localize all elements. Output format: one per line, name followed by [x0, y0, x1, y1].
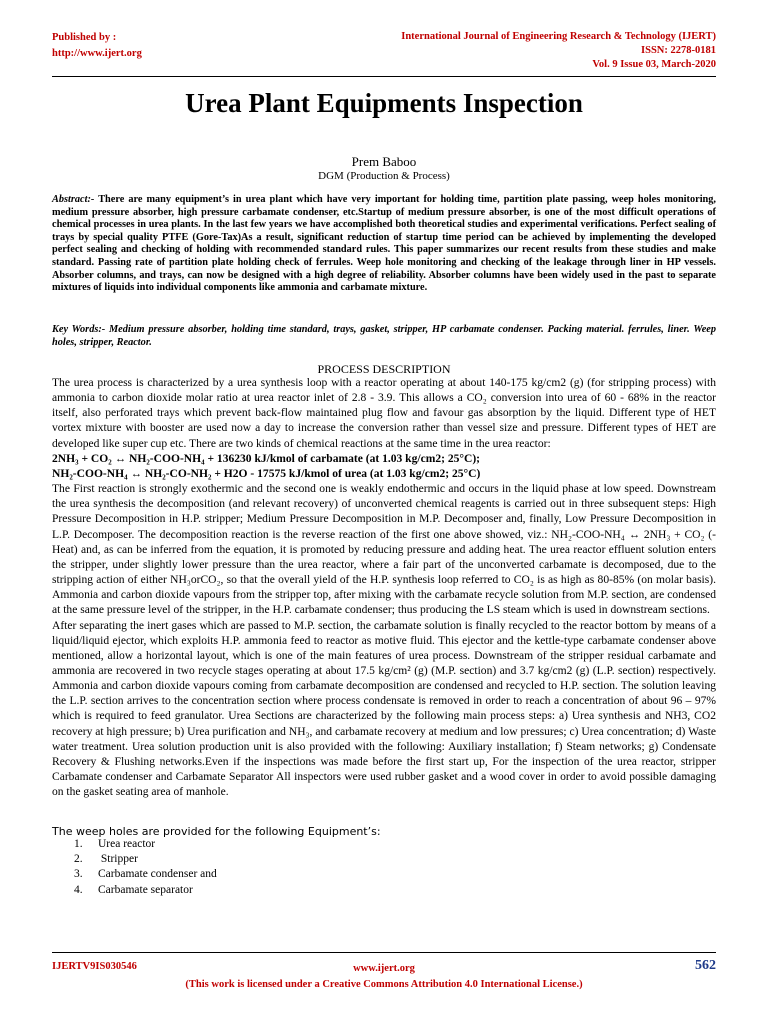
footer-center — [0, 961, 768, 993]
footer-url-link[interactable]: www.ijert.org — [353, 963, 415, 974]
paragraph-1: The urea process is characterized by a urea synthesis loop with a reactor operating at about 140-175 kg/cm2 (g) (for stripping process) with ammonia to carbon dioxide molar ratio at urea reactor inlet of 2.8 - 3.9. This allows a CO₂ conversion into urea of 60 - 68% in the reactor itself, also perforated trays which prevent back-flow maintained plug flow and favour gas absorption by the liquid. Different type of HET vortex mixture with booster are used now a day to increase the conversion rather than vessel size and pressure. Different types of HET are developed like super cup etc. There are two kinds of chemical reactions at the same time in the urea reactor: — [52, 377, 716, 450]
body-text — [52, 376, 716, 800]
issn: ISSN: 2278-0181 — [641, 45, 716, 56]
paragraph-2: The First reaction is strongly exothermic and the second one is weakly endothermic and occurs in the liquid phase at low speed. Downstream the urea synthesis the decomposition (and relevant recovery) of unconverted chemical reagents is carried out in three subsequent steps: High Pressure Decomposition in H.P. stripper; Medium Pressure Decomposition in M.P. Decomposer and, finally, Low Pressure Decomposition in L.P. Decomposer. The decomposition reaction is the reverse reaction of the first one above showed, viz.: NH₂-COO-NH₄ ↔ 2NH₃ + CO₂ (- Heat) and, as can be inferred from the equation, it is promoted by reducing pressure and adding heat. The urea reactor effluent solution enters the stripper, under slightly lower pressure than the urea reactor, where a fair part of the unconverted carbamate is decomposed, due to the stripping action of either NH₃orCO₂, so that the overall yield of the H.P. synthesis loop referred to CO₂ is as high as 80-85% (on molar basis). Ammonia and carbon dioxide vapours from the stripper top, after mixing with the carbamate recycle solution from M.P. section, are condensed at the same pressure level of the stripper, in the H.P. carbamate condenser; thus producing the LS steam which is used in downstream sections. — [52, 483, 716, 617]
journal-block — [401, 30, 716, 72]
journal-name: International Journal of Engineering Research & Technology (IJERT) — [401, 31, 716, 42]
list-item: 3. Carbamate condenser and — [74, 868, 217, 881]
abstract-text: There are many equipment’s in urea plant which have very important for holding time, partition plate passing, weep holes monitoring, medium pressure absorber, high pressure carbamate condenser, etc.Startup of medium pressure absorber, is one of the most difficult operations of chemical processes in urea plants. In the last few years we have accomplished both theoretical studies and experimental verifications. Perfect sealing of trays by special quality PTFE (Gore-Tax)As a result, significant reduction of startup time period can be achieved by implementing the developed perfect sealing and checking of holding with recommended standard rules. This paper summarizes our recent results from these studies and make standard. Passing rate of partition plate holding check of ferrules. Weep hole monitoring and checking of the leakage through liner in HP vessels. Absorber columns, and trays, can now be designed with a high degree of reliability. Absorber columns have been widely used in the past to separate mixtures of liquids into individual components like ammonia and carbamate mixture. — [52, 194, 717, 294]
list-item: 4. Carbamate separator — [74, 883, 193, 896]
journal-url-link[interactable]: http://www.ijert.org — [52, 48, 142, 59]
weep-holes-intro: The weep holes are provided for the following Equipment’s: — [52, 825, 381, 838]
paper-id: IJERTV9IS030546 — [52, 961, 137, 972]
publisher-block — [52, 30, 142, 62]
author-affiliation: DGM (Production & Process) — [318, 170, 450, 182]
published-by: Published by : — [52, 32, 117, 43]
list-item: 1. Urea reactor — [74, 838, 156, 850]
list-item: 2. Stripper — [74, 853, 138, 866]
license-note: (This work is licensed under a Creative Commons Attribution 4.0 International License.) — [185, 979, 583, 990]
section-heading: PROCESS DESCRIPTION — [317, 362, 451, 376]
footer-divider — [52, 952, 716, 953]
paragraph-3: After separating the inert gases which are passed to M.P. section, the carbamate solution is finally recycled to the reactor bottom by means of a liquid/liquid ejector, which exploits H.P. ammonia feed to reactor as motive fluid. This ejector and the kettle-type carbamate condenser above mentioned, allow a horizontal layout, which is one of the main features of urea process. Downstream of the stripper residual carbamate and ammonia are recovered in two recycle stages operating at about 17.5 kg/cm² (g) (M.P. section) and 3.7 kg/cm2 (g) (L.P. section) respectively. Ammonia and carbon dioxide vapours coming from carbamate decomposition are condensed and recycled to H.P. section. The solution leaving the L.P. section arrives to the concentration section where process condensate is removed in order to reach a concentration of about 96 – 97% which is required to feed granulator. Urea Sections are characterized by the following main process steps: a) Urea synthesis and NH3, CO2 recovery at high pressure; b) Urea purification and NH₃, and carbamate recovery at medium and low pressures; c) Urea concentration; d) Waste water treatment. Urea solution production unit is also provided with the following: Auxiliary installation; f) Steam networks; g) Condensate Recovery & Flushing networks.Even if the inspections was made before the first start up, For the inspection of the urea reactor, stripper Carbamate condenser and Carbamate Separator All inspectors were used rubber gasket and a wood cover in order to avoid possible damaging on the gasket seating area of manhole. — [52, 619, 716, 799]
equation-2: NH₂-COO-NH₄ ↔ NH₂-CO-NH₂ + H2O - 17575 kJ/kmol of urea (at 1.03 kg/cm2; 25°C) — [52, 467, 481, 480]
volume-issue: Vol. 9 Issue 03, March-2020 — [592, 59, 716, 70]
abstract-label: Abstract:- — [52, 194, 95, 205]
header-divider — [52, 76, 716, 77]
keywords: Key Words:- Medium pressure absorber, holding time standard, trays, gasket, stripper, HP carbamate condenser. Packing material. ferrules, liner. Weep holes, stripper, Reactor. — [52, 324, 716, 348]
paper-title: Urea Plant Equipments Inspection — [185, 88, 583, 118]
abstract — [52, 194, 716, 295]
author-name: Prem Baboo — [351, 154, 417, 169]
page-number: 562 — [695, 958, 716, 973]
equation-1: 2NH₃ + CO₂ ↔ NH₂-COO-NH₄ + 136230 kJ/kmol of carbamate (at 1.03 kg/cm2; 25°C); — [52, 452, 481, 465]
equipment-list — [74, 837, 217, 898]
